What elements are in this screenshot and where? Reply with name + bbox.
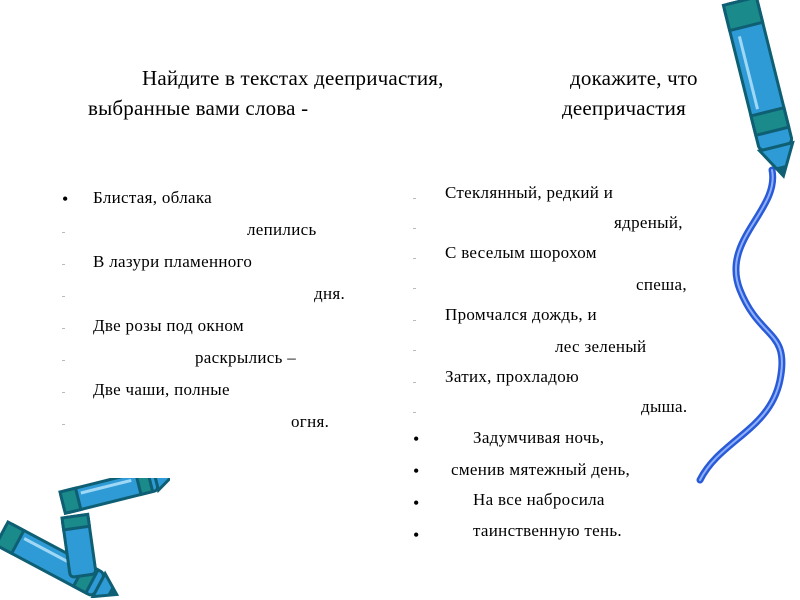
right-minor-bullet	[413, 412, 416, 413]
crayons-illustration	[0, 478, 170, 598]
right-minor-bullet	[413, 228, 416, 229]
right-poem-line-6: лес зеленый	[555, 337, 647, 356]
left-poem-line-2: лепились	[247, 220, 317, 239]
crayon-swirl-illustration	[660, 0, 800, 500]
right-bullet: •	[413, 461, 420, 481]
right-minor-bullet	[413, 258, 416, 259]
right-bullet-line-3: На все набросила	[473, 490, 605, 509]
left-minor-bullet	[62, 264, 65, 265]
right-bullet-line-1: Задумчивая ночь,	[473, 428, 605, 447]
left-poem-line-5: Две розы под окном	[93, 316, 244, 335]
left-minor-bullet	[62, 424, 65, 425]
left-poem-line-1: Блистая, облака	[93, 188, 212, 207]
right-poem-line-8: дыша.	[641, 397, 688, 416]
right-bullet-line-2: сменив мятежный день,	[451, 460, 631, 479]
right-minor-bullet	[413, 320, 416, 321]
left-minor-bullet	[62, 232, 65, 233]
left-minor-bullet	[62, 360, 65, 361]
right-minor-bullet	[413, 382, 416, 383]
left-poem-line-8: огня.	[291, 412, 330, 431]
left-poem-line-4: дня.	[314, 284, 346, 303]
title-line2-left: выбранные вами слова -	[88, 96, 309, 120]
right-minor-bullet	[413, 350, 416, 351]
right-poem-line-4: спеша,	[636, 275, 687, 294]
title-line1-left: Найдите в текстах деепричастия,	[142, 66, 444, 90]
right-bullet: •	[413, 525, 420, 545]
right-bullet: •	[413, 493, 420, 513]
left-minor-bullet	[62, 296, 65, 297]
right-minor-bullet	[413, 198, 416, 199]
right-poem-line-5: Промчался дождь, и	[445, 305, 597, 324]
left-poem-line-6: раскрылись –	[195, 348, 297, 367]
title-line1-right: докажите, что	[570, 66, 698, 90]
right-minor-bullet	[413, 288, 416, 289]
left-minor-bullet	[62, 392, 65, 393]
right-poem-line-7: Затих, прохладою	[445, 367, 580, 386]
right-poem-line-1: Стеклянный, редкий и	[445, 183, 614, 202]
right-bullet: •	[413, 429, 420, 449]
left-bullet: •	[62, 189, 69, 209]
title-line2-right: деепричастия	[562, 96, 686, 120]
right-poem-line-2: ядреный,	[614, 213, 683, 232]
right-poem-line-3: С веселым шорохом	[445, 243, 597, 262]
left-poem-line-3: В лазури пламенного	[93, 252, 253, 271]
left-poem-line-7: Две чаши, полные	[93, 380, 230, 399]
right-bullet-line-4: таинственную тень.	[473, 521, 622, 540]
left-minor-bullet	[62, 328, 65, 329]
